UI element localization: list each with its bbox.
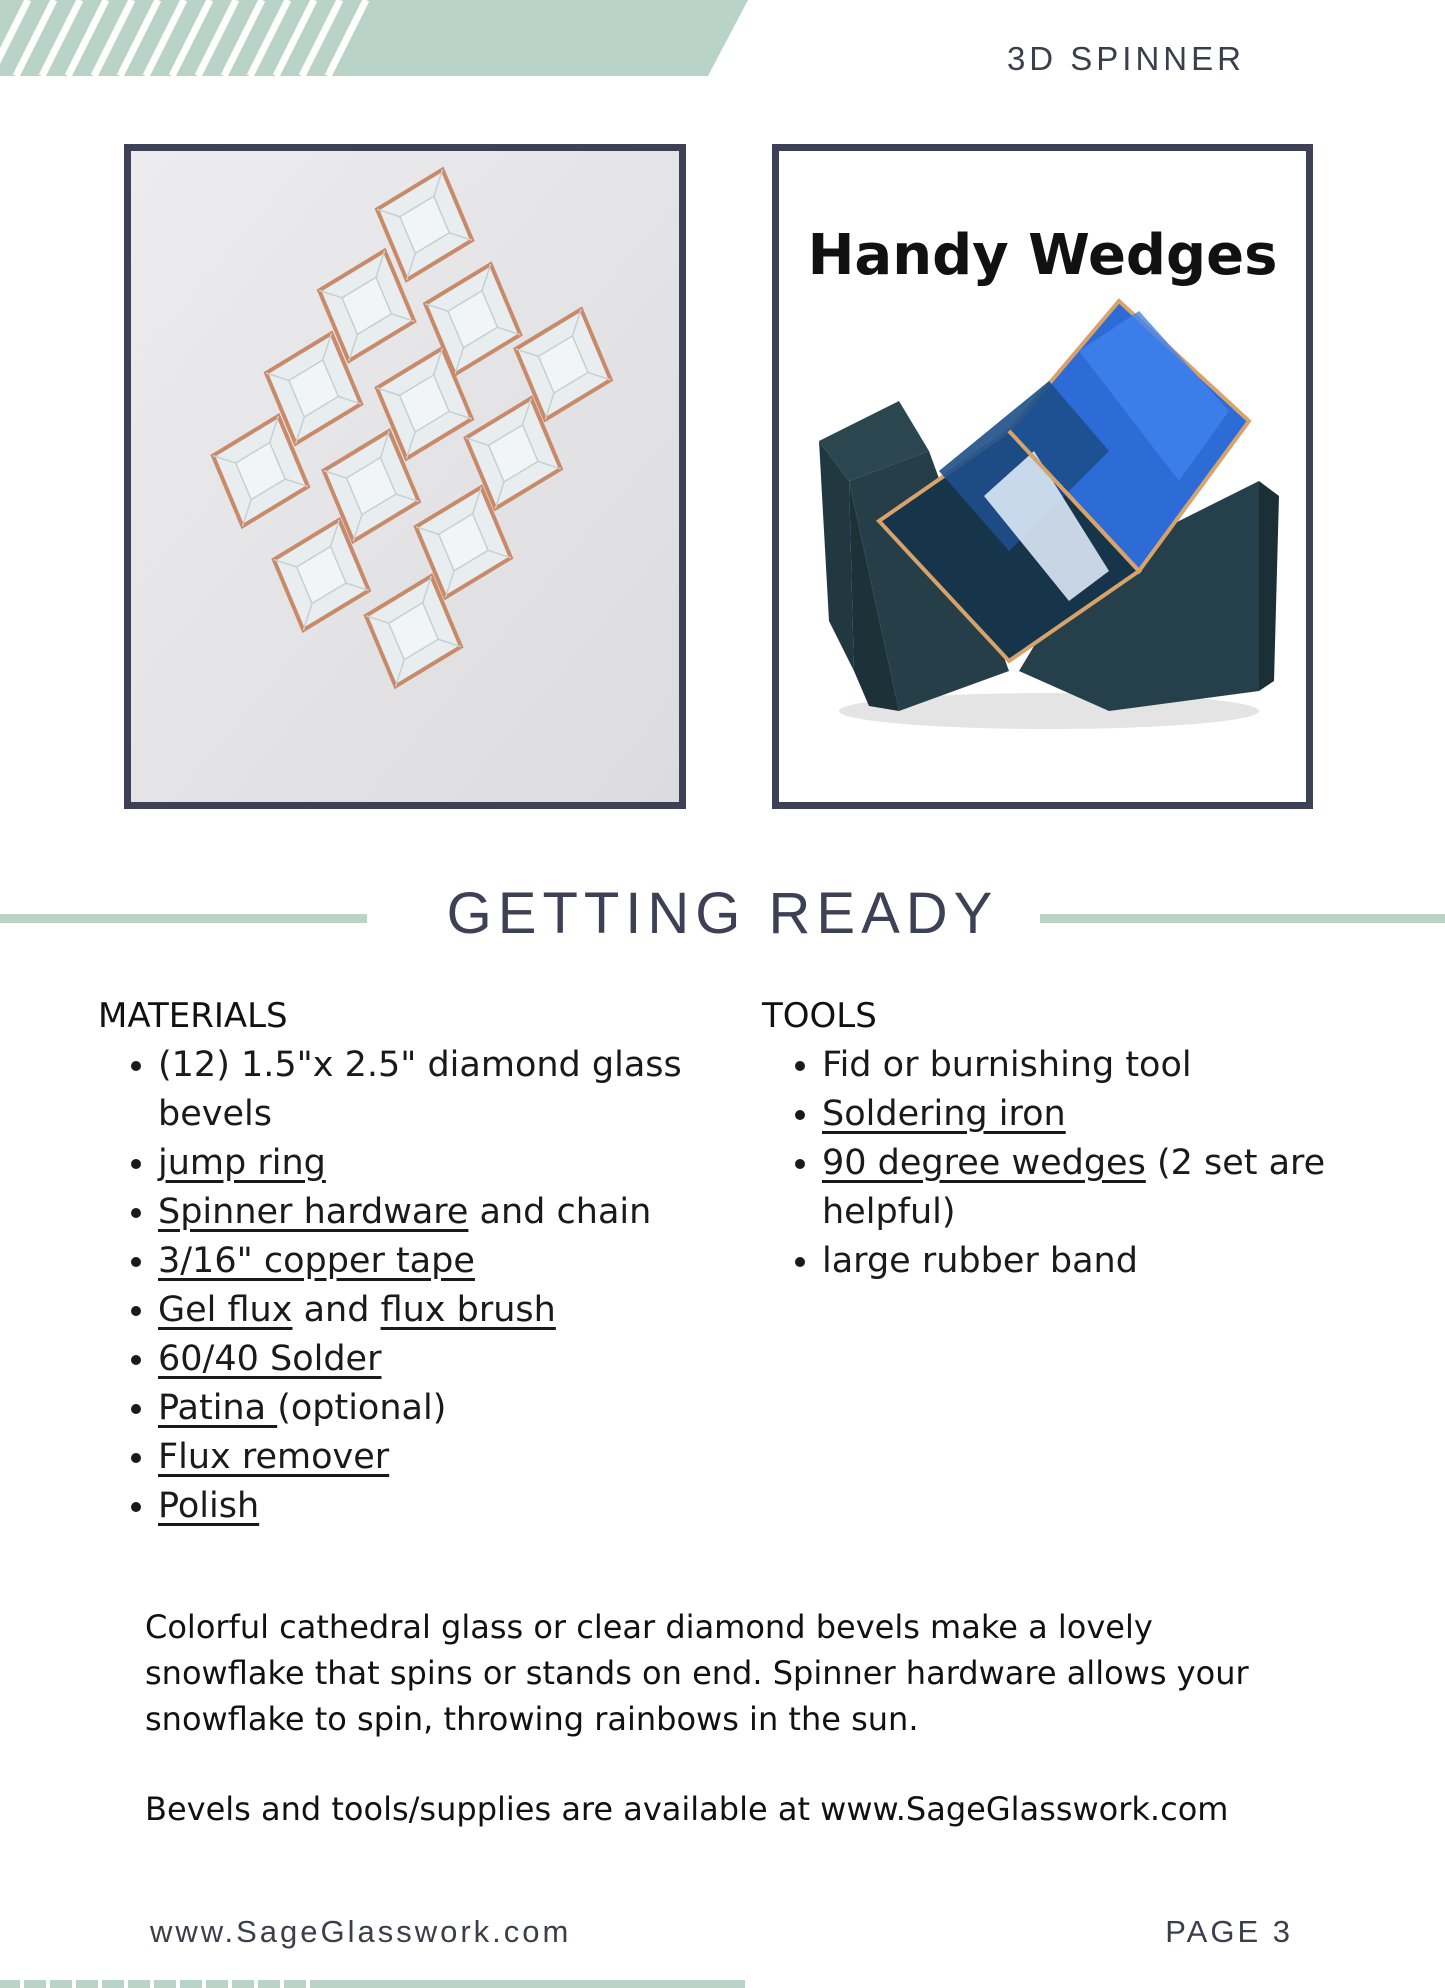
copper-tape-link[interactable]: 3/16" copper tape xyxy=(158,1241,475,1281)
list-item xyxy=(158,1237,698,1286)
list-item: • Patina (optional) xyxy=(158,1384,698,1433)
list-item: • Spinner hardware and chain xyxy=(158,1188,698,1237)
availability-paragraph: Bevels and tools/supplies are available at www.SageGlasswork.com xyxy=(145,1790,1229,1828)
materials-heading: MATERIALS xyxy=(98,996,288,1036)
section-title: GETTING READY xyxy=(446,881,999,946)
tools-column xyxy=(762,992,1362,1286)
list-item: • Fid or burnishing tool xyxy=(822,1041,1362,1090)
gel-flux-link[interactable]: Gel flux xyxy=(158,1290,293,1330)
soldering-iron-link[interactable]: Soldering iron xyxy=(822,1094,1066,1134)
wedges-link[interactable]: 90 degree wedges xyxy=(822,1143,1146,1183)
materials-column xyxy=(98,992,698,1531)
footer-page-number: PAGE 3 xyxy=(1165,1914,1293,1949)
spinner-hardware-link[interactable]: Spinner hardware xyxy=(158,1192,469,1232)
bevels-illustration xyxy=(131,151,679,802)
description-paragraph: Colorful cathedral glass or clear diamond bevels make a lovely snowflake that spins or stands on end. Spinner hardware allows your snowflake to spin, throwing rainbows in the sun. xyxy=(145,1608,1249,1738)
list-item: • Gel flux and flux brush xyxy=(158,1286,698,1335)
flux-remover-link[interactable]: Flux remover xyxy=(158,1437,390,1477)
list-item: • (12) 1.5"x 2.5" diamond glass bevels xyxy=(158,1041,698,1139)
list-item xyxy=(158,1482,698,1531)
solder-link[interactable]: 60/40 Solder xyxy=(158,1339,382,1379)
bevels-photo xyxy=(124,144,686,809)
list-item xyxy=(158,1139,698,1188)
footer-website[interactable]: www.SageGlasswork.com xyxy=(150,1914,572,1949)
list-item: • 90 degree wedges (2 set are helpful) xyxy=(822,1139,1362,1237)
handy-wedges-title: Handy Wedges xyxy=(807,223,1278,288)
header-title: 3D SPINNER xyxy=(1006,40,1245,77)
list-item xyxy=(158,1335,698,1384)
list-item xyxy=(822,1090,1362,1139)
header-stripe-band xyxy=(0,0,760,76)
polish-link[interactable]: Polish xyxy=(158,1486,260,1526)
list-item xyxy=(158,1433,698,1482)
patina-link[interactable]: Patina xyxy=(158,1388,278,1428)
handy-wedges-photo xyxy=(772,144,1313,809)
tools-heading: TOOLS xyxy=(762,996,877,1036)
footer-stripe-band xyxy=(0,1980,760,1988)
list-item: • large rubber band xyxy=(822,1237,1362,1286)
tools-list xyxy=(762,1041,1362,1286)
materials-list xyxy=(98,1041,698,1531)
jump-ring-link[interactable]: jump ring xyxy=(158,1143,326,1183)
flux-brush-link[interactable]: flux brush xyxy=(380,1290,556,1330)
